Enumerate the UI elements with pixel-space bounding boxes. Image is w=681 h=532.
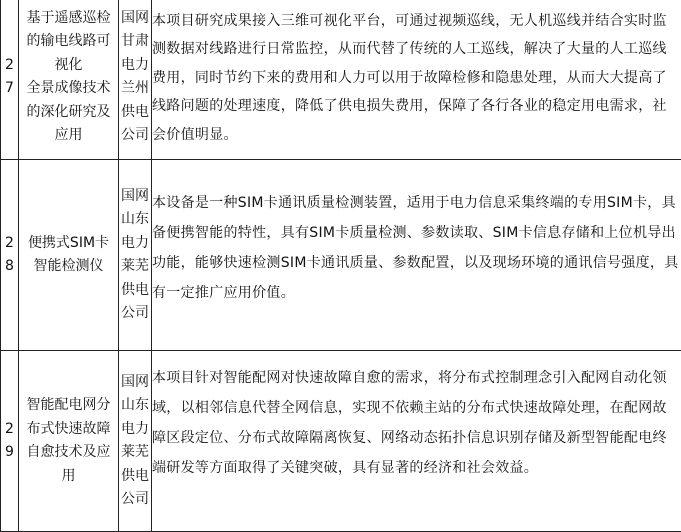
table-row xyxy=(1,160,681,351)
project-description: 本项目针对智能配网对快速故障自愈的需求，将分布式控制理念引入配网自动化领域，以相邻信息代替全网信息，实现不依赖主站的分布式快速故障处理，在配网故障区段定位、分布式故障隔离恢复、网络动态拓扑信息识别存储及新型智能配电终端研发等方面取得了关键突破，具有显著的经济和社会效益。 xyxy=(152,351,681,532)
row-number: 28 xyxy=(1,160,19,351)
organization: 国网甘肃电力兰州供电公司 xyxy=(119,0,152,160)
row-number: 29 xyxy=(1,351,19,532)
project-description: 本项目研究成果接入三维可视化平台，可通过视频巡线，无人机巡线并结合实时监测数据对线路进行日常监控，从而代替了传统的人工巡线，解决了大量的人工巡线费用，同时节约下来的费用和人力可以用于故障检修和隐患处理，从而大大提高了线路问题的处理速度，降低了供电损失费用，保障了各行各业的稳定用电需求，社会价值明显。 xyxy=(152,0,681,160)
project-name xyxy=(19,160,119,351)
project-name-line: 的输电线路可 xyxy=(19,30,118,54)
project-name-line: 智能检测仪 xyxy=(19,255,118,279)
project-description: 本设备是一种SIM卡通讯质量检测装置，适用于电力信息采集终端的专用SIM卡，具备便携智能的特性，具有SIM卡质量检测、参数读取、SIM卡信息存储和上位机导出功能，能够快速检测SIM卡通讯质量、参数配置，以及现场环境的通讯信号强度，具有一定推广应用价值。 xyxy=(152,160,681,351)
project-name-line: 便携式SIM卡 xyxy=(19,232,118,256)
project-name-line: 布式快速故障 xyxy=(19,418,118,442)
table-row xyxy=(1,0,681,160)
project-name-line: 应用 xyxy=(19,124,118,148)
project-name-line: 用 xyxy=(19,465,118,489)
project-name-line: 智能配电网分 xyxy=(19,394,118,418)
project-name-line: 基于遥感巡检 xyxy=(19,7,118,31)
project-name-line: 的深化研究及 xyxy=(19,101,118,125)
project-name-line: 全景成像技术 xyxy=(19,77,118,101)
project-name-line: 视化 xyxy=(19,54,118,78)
organization: 国网山东电力莱芜供电公司 xyxy=(119,351,152,532)
organization: 国网山东电力莱芜供电公司 xyxy=(119,160,152,351)
project-name xyxy=(19,0,119,160)
project-name-line: 自愈技术及应 xyxy=(19,441,118,465)
row-number: 27 xyxy=(1,0,19,160)
project-name xyxy=(19,351,119,532)
table-row xyxy=(1,351,681,532)
